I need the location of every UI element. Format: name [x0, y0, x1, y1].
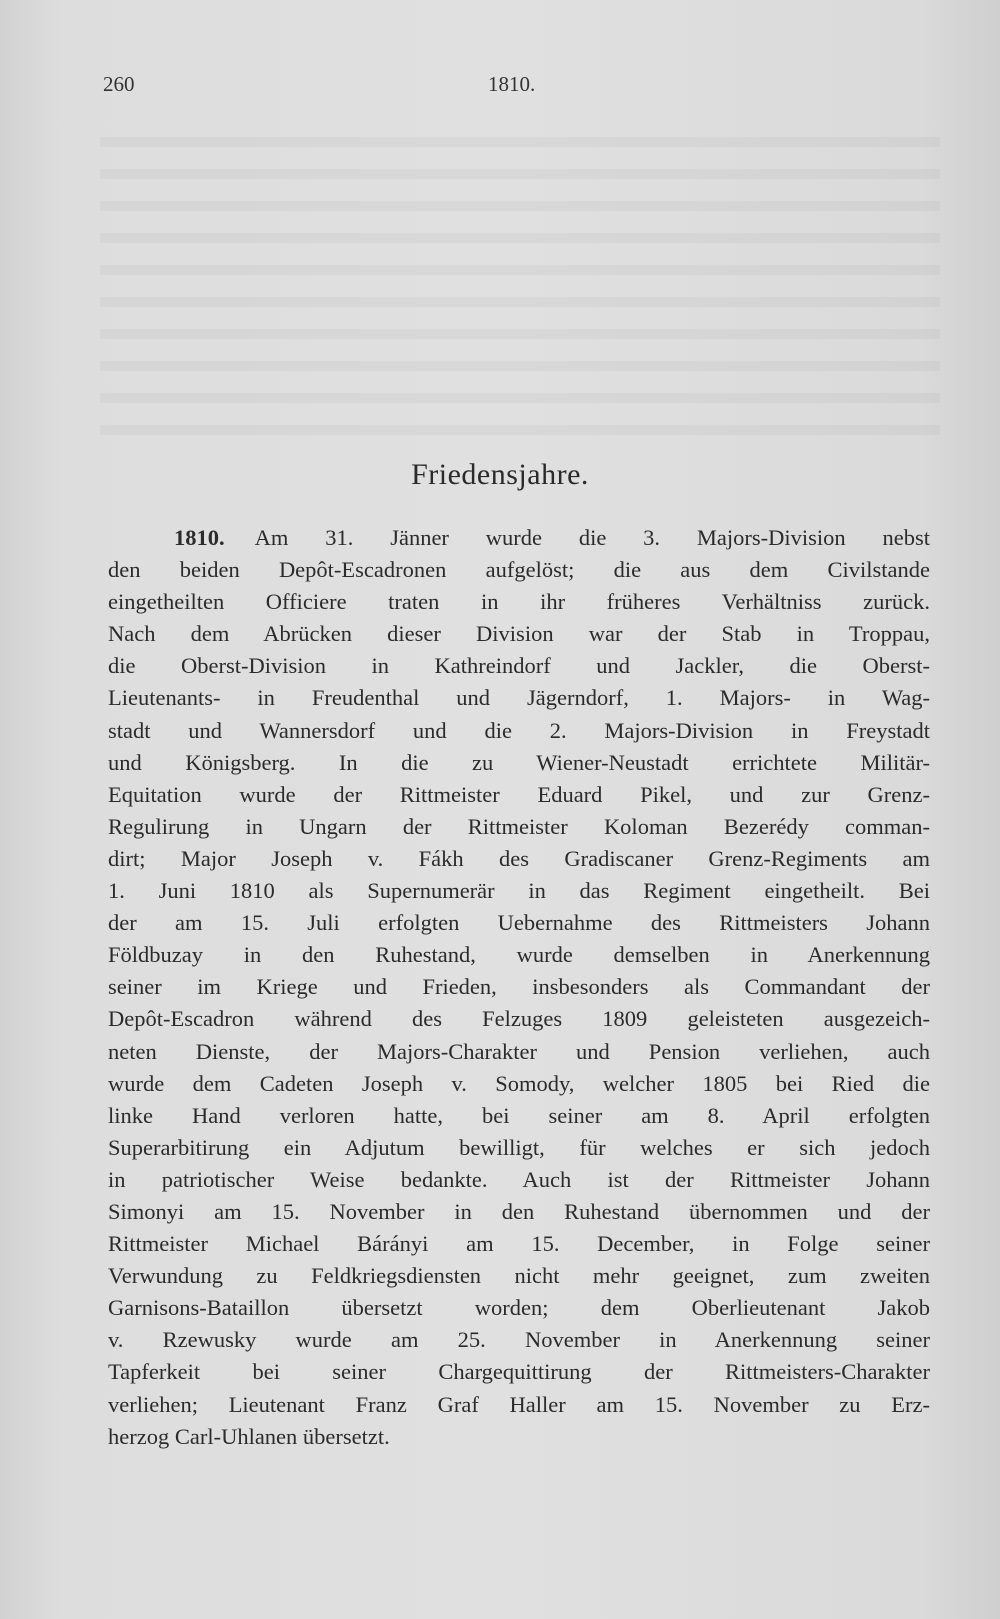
paragraph-line: Rittmeister Michael Bárányi am 15. December, in Folge seiner [108, 1231, 930, 1257]
bleed-through-shading [100, 115, 940, 455]
running-head [103, 72, 900, 102]
paragraph-line: Földbuzay in den Ruhestand, wurde demselben in Anerkennung [108, 942, 930, 968]
paragraph-line: den beiden Depôt-Escadronen aufgelöst; die aus dem Civilstande [108, 557, 930, 583]
section-title: Friedensjahre. [411, 458, 589, 491]
paragraph-line: Verwundung zu Feldkriegsdiensten nicht mehr geeignet, zum zweiten [108, 1263, 930, 1289]
paragraph-line: v. Rzewusky wurde am 25. November in Anerkennung seiner [108, 1327, 930, 1353]
paragraph-line: Simonyi am 15. November in den Ruhestand übernommen und der [108, 1198, 930, 1224]
paragraph-line: Tapferkeit bei seiner Chargequittirung der Rittmeisters-Charakter [108, 1359, 930, 1385]
paragraph-line: Depôt-Escadron während des Felzuges 1809 geleisteten ausgezeich- [108, 1006, 930, 1032]
paragraph-line: Superarbitirung ein Adjutum bewilligt, für welches er sich jedoch [108, 1134, 930, 1160]
running-head-year: 1810. [488, 72, 536, 96]
paragraph-line: Garnisons-Bataillon übersetzt worden; dem Oberlieutenant Jakob [108, 1295, 930, 1321]
page-number: 260 [103, 72, 135, 96]
paragraph-line [108, 522, 930, 554]
body-paragraph [108, 522, 930, 1453]
paragraph-line: seiner im Kriege und Frieden, insbesonders als Commandant der [108, 974, 930, 1000]
paragraph-line: eingetheilten Officiere traten in ihr früheres Verhältniss zurück. [108, 589, 930, 615]
paragraph-line: neten Dienste, der Majors-Charakter und Pension verliehen, auch [108, 1038, 930, 1064]
paragraph-line: stadt und Wannersdorf und die 2. Majors-Division in Freystadt [108, 717, 930, 743]
paragraph-line: dirt; Major Joseph v. Fákh des Gradiscaner Grenz-Regiments am [108, 845, 930, 871]
paragraph-line: Nach dem Abrücken dieser Division war der Stab in Troppau, [108, 621, 930, 647]
first-line-text: Am 31. Jänner wurde die 3. Majors-Division nebst [254, 525, 930, 550]
paragraph-line: verliehen; Lieutenant Franz Graf Haller am 15. November zu Erz- [108, 1391, 930, 1417]
paragraph-line: 1. Juni 1810 als Supernumerär in das Regiment eingetheilt. Bei [108, 878, 930, 904]
paragraph-line: wurde dem Cadeten Joseph v. Somody, welcher 1805 bei Ried die [108, 1070, 930, 1096]
lead-year: 1810. [174, 525, 225, 550]
paragraph-line: die Oberst-Division in Kathreindorf und Jackler, die Oberst- [108, 653, 930, 679]
paragraph-line: Equitation wurde der Rittmeister Eduard Pikel, und zur Grenz- [108, 781, 930, 807]
paragraph-line: Lieutenants- in Freudenthal und Jägerndorf, 1. Majors- in Wag- [108, 685, 930, 711]
paragraph-line-last: herzog Carl-Uhlanen übersetzt. [108, 1423, 390, 1449]
paragraph-line: in patriotischer Weise bedankte. Auch ist der Rittmeister Johann [108, 1166, 930, 1192]
paragraph-line: der am 15. Juli erfolgten Uebernahme des Rittmeisters Johann [108, 910, 930, 936]
paragraph-line: Regulirung in Ungarn der Rittmeister Koloman Bezerédy comman- [108, 813, 930, 839]
paragraph-line: und Königsberg. In die zu Wiener-Neustadt errichtete Militär- [108, 749, 930, 775]
paragraph-line: linke Hand verloren hatte, bei seiner am 8. April erfolgten [108, 1102, 930, 1128]
